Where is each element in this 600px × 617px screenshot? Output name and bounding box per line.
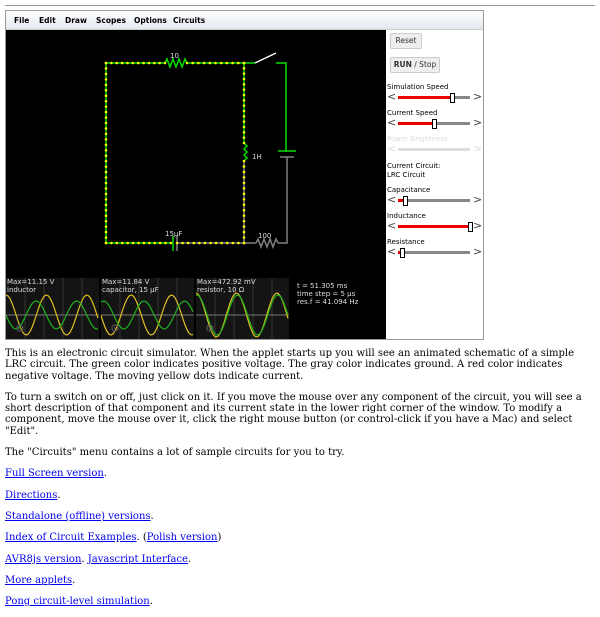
current-dot: [243, 88, 246, 91]
chevron-right-icon[interactable]: >: [473, 116, 483, 129]
current-dot: [148, 242, 151, 245]
menu-scopes[interactable]: Scopes: [96, 16, 126, 25]
current-dot: [209, 62, 212, 65]
current-speed-slider[interactable]: [387, 118, 483, 128]
current-dot: [243, 214, 246, 217]
switch[interactable]: [255, 53, 276, 63]
horizontal-rule: [5, 5, 595, 6]
scope-max: Max=11.84 V: [102, 278, 150, 286]
slider-fill: [398, 96, 452, 99]
current-dot: [243, 110, 246, 113]
current-dot: [203, 62, 206, 65]
slider-track[interactable]: [398, 251, 470, 254]
usage-paragraph: To turn a switch on or off, just click on it. If you move the mouse over any component of the circuit, you will see a short description of that component and its current state in the lower right corner of the window. To modify a component, move the mouse over it, click the right mouse button (or control-click if you have a Mac) and select "Edit".: [5, 391, 582, 437]
chevron-left-icon[interactable]: <: [387, 142, 397, 155]
resistor-100-label: 100: [258, 232, 272, 240]
current-dot: [186, 62, 189, 65]
current-dot: [105, 160, 108, 163]
chevron-right-icon[interactable]: >: [473, 245, 483, 258]
run-stop-button[interactable]: [390, 57, 440, 73]
current-dot: [181, 242, 184, 245]
current-dot: [237, 62, 240, 65]
resistor-100[interactable]: [256, 239, 278, 247]
current-dot: [243, 104, 246, 107]
current-dot: [243, 115, 246, 118]
current-dot: [226, 242, 229, 245]
current-dot: [243, 242, 246, 245]
current-dot: [105, 111, 108, 114]
current-dot: [215, 242, 218, 245]
current-dot: [105, 220, 108, 223]
inductor-1h[interactable]: [244, 143, 247, 161]
current-dot: [243, 120, 246, 123]
slider-fill: [398, 122, 434, 125]
power-brightness-slider[interactable]: [387, 144, 483, 154]
current-dot: [197, 62, 200, 65]
slider-knob[interactable]: [400, 248, 405, 258]
current-dot: [110, 62, 113, 65]
current-dot: [110, 242, 113, 245]
current-dot: [116, 242, 119, 245]
current-dot: [243, 236, 246, 239]
current-dot: [243, 182, 246, 185]
slider-label: Inductance: [387, 212, 426, 220]
current-dot: [243, 220, 246, 223]
current-dot: [243, 176, 246, 179]
chevron-right-icon[interactable]: >: [473, 193, 483, 206]
slider-track[interactable]: [398, 96, 470, 99]
current-dot: [243, 203, 246, 206]
chevron-right-icon[interactable]: >: [473, 142, 483, 155]
current-circuit-label: Current Circuit:: [387, 162, 441, 170]
current-dot: [137, 62, 140, 65]
current-dot: [105, 165, 108, 168]
current-dot: [243, 62, 246, 65]
standalone-link[interactable]: Standalone (offline) versions: [5, 510, 151, 522]
simulation-speed-slider[interactable]: [387, 92, 483, 102]
slider-fill: [398, 225, 470, 228]
ground-wire[interactable]: [278, 157, 287, 243]
current-dot: [243, 94, 246, 97]
current-dot: [143, 242, 146, 245]
current-dot: [243, 78, 246, 81]
current-dot: [105, 182, 108, 185]
current-dot: [243, 83, 246, 86]
current-dot: [105, 116, 108, 119]
current-dot: [115, 62, 118, 65]
menu-options[interactable]: Options: [134, 16, 167, 25]
gear-icon[interactable]: ⚙: [15, 322, 25, 335]
current-dot: [137, 242, 140, 245]
current-dot: [105, 209, 108, 212]
pong-link[interactable]: Pong circuit-level simulation: [5, 596, 150, 608]
current-dot: [105, 67, 108, 70]
current-dot: [105, 73, 108, 76]
page-content: This is an electronic circuit simulator. When the applet starts up you will see an animated schematic of a simple LRC circuit. The green color indicates positive voltage. The gray color indicates ground. A red color indicates negative voltage. The moving yellow dots indicate current. To turn a switch on or off, just click on it. If you move the mouse over any component of the circuit, you will see a short description of that component and its current state in the lower right corner of the window. To modify a component, move the mouse over it, click the right mouse button (or control-click if you have a Mac) and select "Edit". The "Circuits" menu contains a lot of sample circuits for you to try. Full Screen version. Directions. Standalone (offline) versions. Index of Circuit Examples. (Polish version) AVR8js version. Javascript Interface. More applets. Pong circuit-level simulation.: [5, 348, 597, 617]
current-dot: [132, 242, 135, 245]
current-dot: [198, 242, 201, 245]
current-dot: [105, 94, 108, 97]
current-dot: [243, 160, 246, 163]
scope-max: Max=472.92 mV: [197, 278, 256, 286]
current-dot: [105, 214, 108, 217]
current-dot: [158, 62, 161, 65]
current-dot: [105, 84, 108, 87]
current-dot: [105, 100, 108, 103]
current-circuit-info: [387, 162, 440, 180]
slider-label: Current Speed: [387, 109, 438, 117]
current-circuit-name: LRC Circuit: [387, 171, 426, 179]
stop-label: / Stop: [411, 60, 437, 69]
slider-knob[interactable]: [403, 196, 408, 206]
current-dot: [243, 99, 246, 102]
current-dot: [105, 127, 108, 130]
slider-track[interactable]: [398, 148, 470, 151]
current-dot: [192, 242, 195, 245]
current-dot: [209, 242, 212, 245]
resistance-slider[interactable]: [387, 247, 483, 257]
current-dot: [243, 231, 246, 234]
capacitor-label: 15µF: [165, 230, 183, 238]
current-dot: [105, 187, 108, 190]
current-dot: [105, 138, 108, 141]
current-dot: [243, 72, 246, 75]
scope-name: resistor, 10 Ω: [197, 286, 245, 294]
chevron-left-icon[interactable]: <: [387, 90, 397, 103]
polish-link[interactable]: Polish version: [146, 532, 218, 544]
chevron-right-icon[interactable]: >: [473, 219, 483, 232]
gear-icon[interactable]: ⚙: [205, 322, 215, 335]
run-label: RUN: [393, 60, 412, 69]
current-dot: [243, 187, 246, 190]
slider-track[interactable]: [398, 122, 470, 125]
reset-button[interactable]: Reset: [390, 33, 422, 49]
menu-file[interactable]: File: [14, 16, 30, 25]
gear-icon[interactable]: ⚙: [110, 322, 120, 335]
intro-paragraph: This is an electronic circuit simulator. When the applet starts up you will see an animated schematic of a simple LRC circuit. The green color indicates positive voltage. The gray color indicates ground. A red color indicates negative voltage. The moving yellow dots indicate current.: [5, 348, 575, 382]
current-dot: [121, 242, 124, 245]
resonant-freq-readout: res.f = 41.094 Hz: [297, 298, 359, 306]
current-dot: [164, 62, 167, 65]
current-dot: [237, 242, 240, 245]
current-dot: [126, 242, 129, 245]
chevron-right-icon[interactable]: >: [473, 90, 483, 103]
current-dot: [105, 154, 108, 157]
menu-circuits[interactable]: Circuits: [173, 16, 206, 25]
current-dot: [176, 242, 179, 245]
current-dot: [187, 242, 190, 245]
resistor-label: 10: [170, 52, 179, 60]
chevron-left-icon[interactable]: <: [387, 116, 397, 129]
current-dot: [132, 62, 135, 65]
current-dot: [170, 242, 173, 245]
current-dot: [232, 242, 235, 245]
time-step-readout: time step = 5 µs: [297, 290, 356, 298]
slider-label: Power Brightness: [387, 135, 448, 143]
current-dot: [105, 204, 108, 207]
current-dot: [220, 62, 223, 65]
current-dot: [105, 171, 108, 174]
current-dot: [105, 89, 108, 92]
current-dot: [243, 193, 246, 196]
current-dot: [105, 225, 108, 228]
current-dot: [148, 62, 151, 65]
current-dot: [243, 67, 246, 70]
index-link[interactable]: Index of Circuit Examples: [5, 532, 137, 544]
circuit-canvas[interactable]: [6, 30, 386, 339]
current-dot: [121, 62, 124, 65]
current-dot: [214, 62, 217, 65]
current-dot: [105, 193, 108, 196]
current-dot: [105, 231, 108, 234]
current-dot: [243, 126, 246, 129]
slider-knob[interactable]: [450, 93, 455, 103]
resistor-10[interactable]: [165, 59, 187, 67]
scope-max: Max=11.15 V: [7, 278, 55, 286]
current-dot: [226, 62, 229, 65]
current-dot: [159, 242, 162, 245]
menu-bar: [6, 11, 483, 30]
current-dot: [153, 62, 156, 65]
current-dot: [204, 242, 207, 245]
chevron-left-icon[interactable]: <: [387, 193, 397, 206]
current-dot: [105, 242, 108, 245]
menu-edit[interactable]: Edit: [39, 16, 56, 25]
directions-link[interactable]: Directions: [5, 489, 58, 501]
current-dot: [105, 62, 108, 65]
current-dot: [243, 136, 246, 139]
current-dot: [243, 198, 246, 201]
current-dot: [105, 176, 108, 179]
current-dot: [142, 62, 145, 65]
current-dot: [105, 236, 108, 239]
circuits-paragraph: The "Circuits" menu contains a lot of sample circuits for you to try.: [5, 447, 345, 459]
current-dot: [105, 144, 108, 147]
slider-track[interactable]: [398, 199, 470, 202]
time-readout: t = 51.305 ms: [297, 282, 348, 290]
current-dot: [105, 105, 108, 108]
full-screen-link[interactable]: Full Screen version: [5, 468, 104, 480]
menu-draw[interactable]: Draw: [65, 16, 87, 25]
current-dot: [220, 242, 223, 245]
inductance-slider[interactable]: [387, 221, 483, 231]
slider-label: Resistance: [387, 238, 425, 246]
avr8js-link[interactable]: AVR8js version: [5, 553, 82, 565]
simulator-applet: [5, 10, 484, 340]
current-dot: [231, 62, 234, 65]
current-dot: [126, 62, 129, 65]
slider-label: Simulation Speed: [387, 83, 449, 91]
current-dot: [105, 78, 108, 81]
scope-name: capacitor, 15 µF: [102, 286, 159, 294]
javascript-interface-link[interactable]: Javascript Interface: [87, 553, 188, 565]
current-dot: [191, 62, 194, 65]
more-applets-link[interactable]: More applets: [5, 574, 73, 586]
chevron-left-icon[interactable]: <: [387, 245, 397, 258]
slider-label: Capacitance: [387, 186, 431, 194]
current-dot: [243, 209, 246, 212]
scope-name: inductor: [7, 286, 37, 294]
control-panel: [387, 30, 483, 339]
current-dot: [243, 131, 246, 134]
capacitance-slider[interactable]: [387, 195, 483, 205]
slider-knob[interactable]: [432, 119, 437, 129]
current-dot: [153, 242, 156, 245]
current-dot: [105, 149, 108, 152]
current-dot: [105, 133, 108, 136]
current-dot: [243, 142, 246, 145]
inductor-label: 1H: [252, 153, 262, 161]
current-dot: [243, 225, 246, 228]
slider-track[interactable]: [398, 225, 470, 228]
battery-wire[interactable]: [276, 63, 286, 151]
current-dot: [243, 171, 246, 174]
chevron-left-icon[interactable]: <: [387, 219, 397, 232]
current-dot: [243, 165, 246, 168]
current-dot: [105, 122, 108, 125]
current-dot: [164, 242, 167, 245]
current-dot: [105, 198, 108, 201]
